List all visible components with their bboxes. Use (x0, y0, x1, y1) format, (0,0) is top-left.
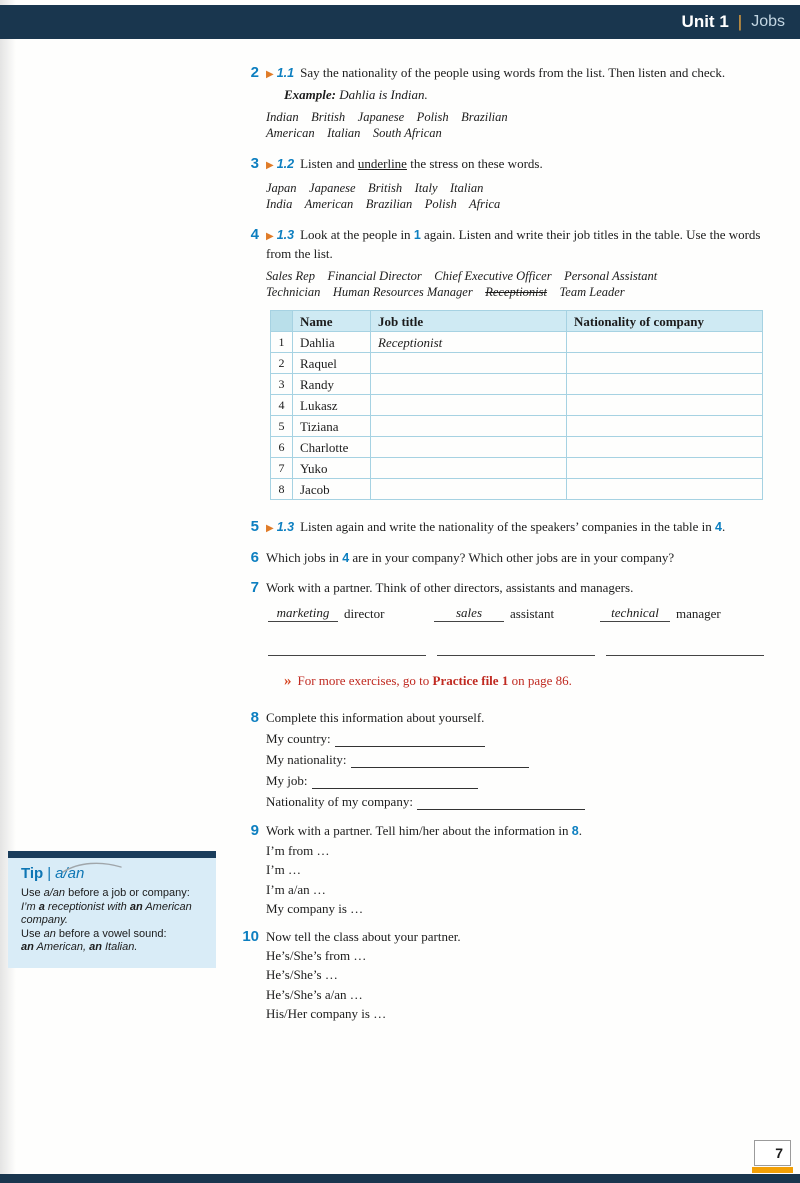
instruction-text: Which jobs in 4 are in your company? Which other jobs are in your company? (266, 550, 675, 565)
job-title-cell: Receptionist (371, 332, 567, 353)
prompt-line: His/Her company is … (266, 1006, 387, 1021)
table-row (271, 395, 763, 416)
orange-accent-bar (752, 1167, 793, 1173)
job-title-cell (371, 353, 567, 374)
exercise-5 (241, 518, 764, 537)
exercise-number: 8 (250, 709, 259, 726)
field-row (266, 751, 764, 768)
word-list-line: Sales Rep Financial Director Chief Executive Officer Personal Assistant Technician Human Resources Manager Receptionist Team Leader (266, 269, 658, 299)
exercise-instruction (266, 579, 764, 596)
table-header-row (271, 311, 763, 332)
exercise-instruction (266, 64, 764, 83)
row-number-cell: 5 (271, 416, 293, 437)
exercise-instruction (266, 226, 764, 262)
unit-title-label: Jobs (751, 13, 785, 30)
play-icon: ▶ (266, 523, 274, 534)
name-cell: Jacob (293, 479, 371, 500)
field-blank-line (417, 797, 585, 810)
exercise-number: 4 (250, 226, 259, 243)
unit-number-label: Unit 1 (681, 12, 729, 31)
name-cell: Charlotte (293, 437, 371, 458)
prompt-line: He’s/She’s a/an … (266, 986, 363, 1002)
audio-track-number: 1.2 (276, 157, 295, 171)
unit-header-bar (0, 5, 800, 39)
example-line (284, 86, 764, 103)
nationality-cell (567, 437, 763, 458)
fill-label: director (344, 606, 385, 621)
field-blank-line (312, 776, 478, 789)
tip-line: I’m a receptionist with an American company. (21, 900, 192, 926)
table-row (271, 437, 763, 458)
blank-line (268, 644, 426, 656)
exercise-number: 6 (250, 549, 259, 566)
job-title-column-header: Job title (371, 311, 567, 332)
instruction-text: Listen and underline the stress on these words. (300, 156, 543, 171)
row-number-cell: 1 (271, 332, 293, 353)
blank-line-row (268, 644, 764, 656)
exercise-number: 5 (250, 518, 259, 535)
row-number-cell: 4 (271, 395, 293, 416)
corner-header-cell (271, 311, 293, 332)
nationality-cell (567, 479, 763, 500)
tip-title (21, 865, 204, 882)
page-edge-shading (0, 0, 16, 1183)
audio-track-number: 1.1 (276, 66, 295, 80)
tip-title-label: Tip (21, 865, 44, 882)
table-row (271, 416, 763, 437)
row-number-cell: 6 (271, 437, 293, 458)
practice-note-text: For more exercises, go to Practice file 1 on page 86. (297, 673, 572, 688)
pen-mark-icon (61, 859, 123, 875)
exercise-number: 9 (250, 822, 259, 839)
play-icon: ▶ (266, 69, 274, 80)
instruction-text: Complete this information about yourself. (266, 710, 485, 725)
field-row (266, 793, 764, 810)
answer-fill-row (268, 604, 764, 622)
tip-line: an American, an Italian. (21, 941, 138, 953)
instruction-text: Look at the people in 1 again. Listen and write their job titles in the table. Use the words from the list. (266, 227, 761, 261)
exercise-10 (241, 928, 764, 1023)
field-label: My job: (266, 773, 308, 788)
fill-label: assistant (510, 606, 555, 621)
instruction-text: Work with a partner. Think of other directors, assistants and managers. (266, 580, 634, 595)
handwritten-answer: technical (600, 604, 670, 622)
jobs-table (270, 310, 763, 500)
page-number: 7 (775, 1145, 783, 1161)
audio-track-number: 1.3 (276, 228, 295, 242)
tip-line: Use a/an before a job or company: (21, 887, 190, 899)
exercise-4 (241, 226, 764, 502)
name-column-header: Name (293, 311, 371, 332)
blank-line (437, 644, 595, 656)
name-cell: Randy (293, 374, 371, 395)
job-title-cell (371, 479, 567, 500)
exercise-instruction (266, 709, 764, 726)
name-cell: Tiziana (293, 416, 371, 437)
fill-label: manager (676, 606, 721, 621)
prompt-line: I’m from … (266, 842, 330, 858)
header-separator: | (737, 12, 743, 31)
nationality-cell (567, 332, 763, 353)
name-cell: Lukasz (293, 395, 371, 416)
prompt-line: My company is … (266, 901, 364, 916)
prompt-line: He’s/She’s … (266, 967, 338, 982)
tip-box (8, 851, 216, 968)
row-number-cell: 2 (271, 353, 293, 374)
handwritten-answer: marketing (268, 604, 338, 622)
exercise-6 (241, 549, 764, 567)
audio-track-number: 1.3 (276, 520, 295, 534)
field-blank-line (351, 755, 529, 768)
table-row (271, 353, 763, 374)
example-label: Example: (284, 87, 336, 102)
table-row (271, 458, 763, 479)
field-row (266, 730, 764, 747)
name-cell: Raquel (293, 353, 371, 374)
job-title-cell (371, 458, 567, 479)
exercise-3 (241, 155, 764, 212)
fill-item (600, 604, 764, 622)
exercise-9 (241, 822, 764, 918)
prompt-line: I’m a/an … (266, 881, 326, 897)
play-icon: ▶ (266, 160, 274, 171)
fill-item (268, 604, 432, 622)
exercise-instruction (266, 928, 764, 945)
field-blank-line (335, 734, 485, 747)
table-row (271, 332, 763, 353)
instruction-text: Say the nationality of the people using words from the list. Then listen and check. (300, 65, 726, 80)
bottom-edge-bar (0, 1174, 800, 1183)
double-chevron-icon: » (284, 673, 292, 689)
name-cell: Dahlia (293, 332, 371, 353)
prompt-line: I’m … (266, 862, 302, 877)
job-title-cell (371, 437, 567, 458)
exercise-number: 3 (250, 155, 259, 172)
exercise-2 (241, 64, 764, 141)
word-list-line: Indian British Japanese Polish Brazilian American Italian South African (266, 110, 508, 140)
nationality-column-header: Nationality of company (567, 311, 763, 332)
instruction-text: Listen again and write the nationality of the speakers’ companies in the table in 4. (300, 519, 726, 534)
exercise-instruction (266, 155, 764, 174)
handwritten-answer: sales (434, 604, 504, 622)
exercise-instruction (266, 822, 764, 840)
content-column (241, 64, 764, 1023)
row-number-cell: 7 (271, 458, 293, 479)
job-title-cell (371, 416, 567, 437)
tip-title-separator: | (47, 865, 52, 882)
instruction-text: Now tell the class about your partner. (266, 929, 461, 944)
table-row (271, 374, 763, 395)
blank-line (606, 644, 764, 656)
practice-file-note (284, 672, 764, 690)
row-number-cell: 8 (271, 479, 293, 500)
page-number-box (754, 1140, 791, 1166)
tip-body (21, 887, 204, 955)
nationality-cell (567, 353, 763, 374)
nationality-cell (567, 416, 763, 437)
table-row (271, 479, 763, 500)
fill-item (434, 604, 598, 622)
exercise-number: 7 (250, 579, 259, 596)
tip-line: Use an before a vowel sound: (21, 927, 167, 940)
name-cell: Yuko (293, 458, 371, 479)
tip-topic-label: a/an (55, 865, 85, 882)
field-row (266, 772, 764, 789)
exercise-instruction (266, 518, 764, 537)
nationality-cell (567, 395, 763, 416)
example-text: Dahlia is Indian. (336, 87, 428, 102)
exercise-number: 10 (242, 928, 259, 945)
exercise-7 (241, 579, 764, 690)
row-number-cell: 3 (271, 374, 293, 395)
prompt-line: He’s/She’s from … (266, 947, 367, 963)
exercise-8 (241, 709, 764, 810)
instruction-text: Work with a partner. Tell him/her about the information in 8. (266, 823, 582, 838)
word-list-line: Japan Japanese British Italy Italian India American Brazilian Polish Africa (266, 181, 501, 211)
field-label: My country: (266, 731, 331, 746)
nationality-cell (567, 458, 763, 479)
play-icon: ▶ (266, 231, 274, 242)
field-label: Nationality of my company: (266, 794, 413, 809)
exercise-number: 2 (250, 64, 259, 81)
field-label: My nationality: (266, 752, 347, 767)
nationality-cell (567, 374, 763, 395)
exercise-instruction (266, 549, 764, 567)
job-title-cell (371, 395, 567, 416)
job-title-cell (371, 374, 567, 395)
